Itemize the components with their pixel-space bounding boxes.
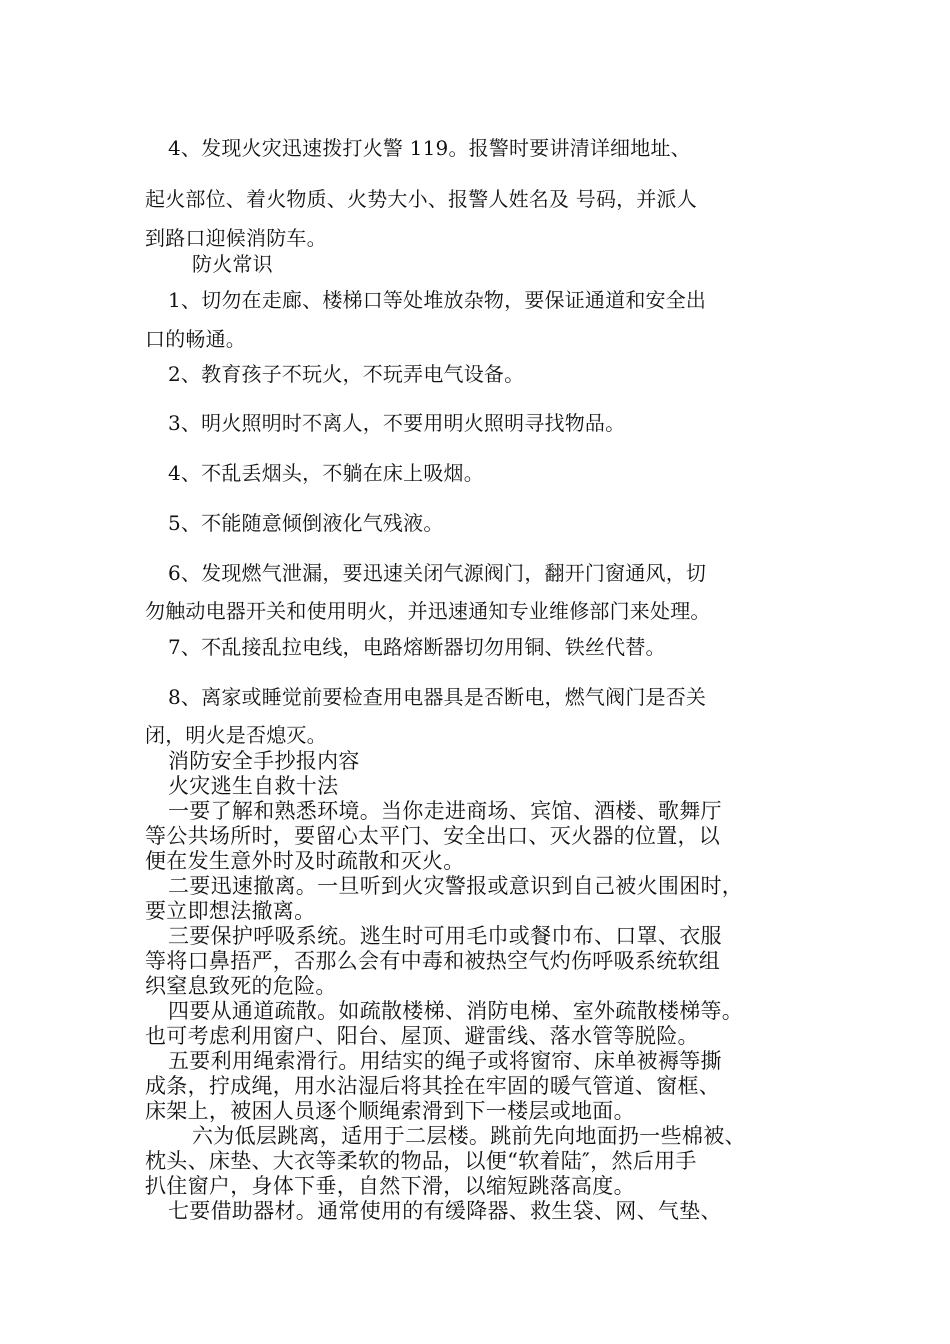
- prevention-item-8-line-1: 8、离家或睡觉前要检查用电器具是否断电，燃气阀门是否关: [168, 685, 707, 709]
- escape-line-09: 四要从通道疏散。如疏散楼梯、消防电梯、室外疏散楼梯等。: [168, 999, 744, 1023]
- prevention-item-2: 2、教育孩子不玩火，不玩弄电气设备。: [168, 362, 525, 386]
- prevention-item-4: 4、不乱丢烟头，不躺在床上吸烟。: [168, 461, 484, 485]
- escape-line-07: 等将口鼻捂严，否那么会有中毒和被热空气灼伤呼吸系统软组: [145, 949, 721, 973]
- escape-line-02: 等公共场所时，要留心太平门、安全出口、灭火器的位置，以: [145, 824, 721, 848]
- fire-report-line-1: 4、发现火灾迅速拨打火警 119。报警时要讲清详细地址、: [168, 136, 691, 160]
- escape-line-16: 扒住窗户，身体下垂，自然下滑，以缩短跳落高度。: [145, 1174, 635, 1198]
- prevention-item-6-line-1: 6、发现燃气泄漏，要迅速关闭气源阀门，翻开门窗通风，切: [168, 561, 707, 585]
- prevention-item-8-line-2: 闭，明火是否熄灭。: [145, 723, 327, 747]
- fire-report-line-3: 到路口迎候消防车。: [145, 226, 327, 250]
- escape-line-10: 也可考虑利用窗户、阳台、屋顶、避雷线、落水管等脱险。: [145, 1024, 699, 1048]
- escape-line-06: 三要保护呼吸系统。逃生时可用毛巾或餐巾布、口罩、衣服: [168, 924, 722, 948]
- prevention-item-7: 7、不乱接乱拉电线，电路熔断器切勿用铜、铁丝代替。: [168, 635, 666, 659]
- escape-line-12: 成条，拧成绳，用水沾湿后将其拴在牢固的暖气管道、窗框、: [145, 1074, 721, 1098]
- prevention-item-3: 3、明火照明时不离人，不要用明火照明寻找物品。: [168, 411, 626, 435]
- escape-line-03: 便在发生意外时及时疏散和灭火。: [145, 849, 465, 873]
- escape-line-17: 七要借助器材。通常使用的有缓降器、救生袋、网、气垫、: [168, 1199, 722, 1223]
- prevention-item-1-line-2: 口的畅通。: [145, 327, 246, 351]
- fire-report-line-2: 起火部位、着火物质、火势大小、报警人姓名及 号码，并派人: [145, 187, 697, 211]
- escape-line-13: 床架上，被困人员逐个顺绳索滑到下一楼层或地面。: [145, 1099, 635, 1123]
- escape-line-01: 一要了解和熟悉环境。当你走进商场、宾馆、酒楼、歌舞厅: [168, 799, 722, 823]
- escape-methods-title: 火灾逃生自救十法: [168, 774, 339, 798]
- prevention-item-1-line-1: 1、切勿在走廊、楼梯口等处堆放杂物，要保证通道和安全出: [168, 288, 707, 312]
- escape-line-11: 五要利用绳索滑行。用结实的绳子或将窗帘、床单被褥等撕: [168, 1049, 722, 1073]
- escape-line-14: 六为低层跳离，适用于二层楼。跳前先向地面扔一些棉被、: [192, 1124, 746, 1148]
- escape-line-15: 枕头、床垫、大衣等柔软的物品，以便“软着陆″，然后用手: [145, 1149, 697, 1173]
- prevention-item-5: 5、不能随意倾倒液化气残液。: [168, 511, 444, 535]
- escape-line-05: 要立即想法撤离。: [145, 899, 316, 923]
- fire-prevention-heading: 防火常识: [192, 252, 273, 276]
- escape-line-08: 织窒息致死的危险。: [145, 974, 337, 998]
- handout-title: 消防安全手抄报内容: [168, 749, 360, 773]
- prevention-item-6-line-2: 勿触动电器开关和使用明火，并迅速通知专业维修部门来处理。: [145, 599, 711, 623]
- escape-line-04: 二要迅速撤离。一旦听到火灾警报或意识到自己被火围困时，: [168, 874, 744, 898]
